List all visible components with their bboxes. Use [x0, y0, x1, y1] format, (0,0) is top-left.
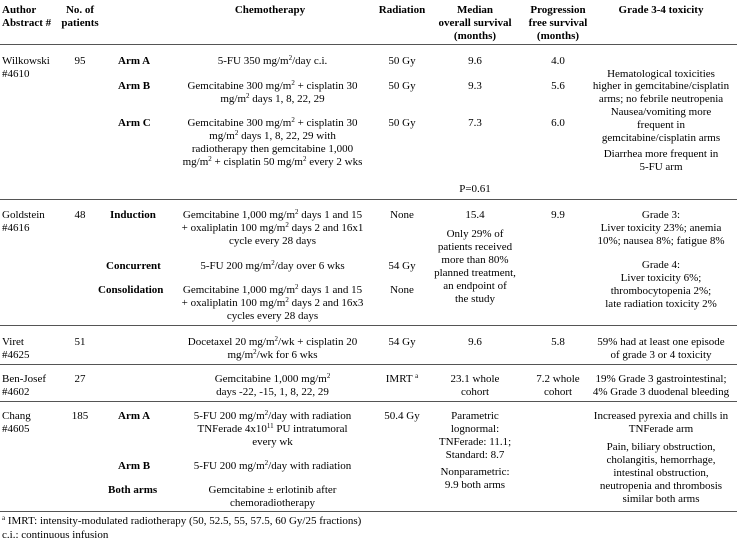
overall-survival: Standard: 8.7	[445, 449, 505, 461]
abstract-number: #4605	[2, 423, 30, 435]
toxicity-text: 5-FU arm	[639, 161, 683, 173]
progression-free-survival: 6.0	[551, 117, 565, 129]
overall-survival: TNFerade: 11.1;	[438, 436, 512, 448]
toxicity-text: Grade 3:	[641, 209, 681, 221]
chemotherapy-text: Docetaxel 20 $mg/m^2/wk$ + cisplatin 20	[187, 335, 358, 348]
toxicity-text: intestinal obstruction,	[613, 467, 709, 479]
toxicity-text: Pain, biliary obstruction,	[606, 441, 716, 453]
chemotherapy-text: 5-FU 200 $mg/m^2$/day with radiation	[193, 409, 352, 422]
header-chemotherapy: Chemotherapy	[234, 4, 306, 16]
header-free-survival: free survival	[528, 17, 588, 29]
table-bottom-rule	[0, 511, 737, 512]
chemotherapy-text: every wk	[252, 436, 293, 448]
header-toxicity: Grade 3-4 toxicity	[618, 4, 704, 16]
radiation-dose: None	[390, 209, 414, 221]
author-name: Wilkowski	[2, 55, 50, 67]
overall-survival: cohort	[460, 386, 490, 398]
radiation-dose: 50 Gy	[388, 55, 416, 67]
arm-label: Arm B	[118, 460, 151, 472]
radiation-dose: 50.4 Gy	[384, 410, 420, 422]
chemotherapy-text: Gemcitabine 1,000 $mg/m^2$	[214, 372, 331, 385]
patient-count: 51	[74, 336, 86, 348]
progression-free-survival: cohort	[543, 386, 573, 398]
chemotherapy-text: 5-FU 200 $mg/m^2$/day with radiation	[193, 459, 352, 472]
arm-label: Arm B	[118, 80, 151, 92]
chemotherapy-text: Gemcitabine 300 $mg/m^2$ + cisplatin 30	[187, 79, 358, 92]
radiation-dose: 50 Gy	[388, 117, 416, 129]
chemotherapy-text: 5-FU 350 $mg/m^2$/day c.i.	[217, 54, 328, 67]
arm-label: Concurrent	[106, 260, 161, 272]
abstract-number: #4616	[2, 222, 30, 234]
progression-free-survival: 7.2 whole	[536, 373, 580, 385]
footnote-imrt: $^a$ IMRT: intensity-modulated radiotherapy (50, 52.5, 55, 57.5, 60 Gy/25 fractions)	[2, 514, 362, 527]
toxicity-text: 59% had at least one episode	[597, 336, 725, 348]
author-name: Chang	[2, 410, 31, 422]
overall-survival: 23.1 whole	[450, 373, 500, 385]
header-author: Author	[2, 4, 37, 16]
overall-survival: 9.6	[468, 55, 482, 67]
progression-free-survival: 5.8	[551, 336, 565, 348]
chemotherapy-text: Gemcitabine ± erlotinib after	[208, 484, 337, 496]
header-overall-survival: overall survival	[438, 17, 512, 29]
overall-survival: 9.3	[468, 80, 482, 92]
header-progression: Progression	[530, 4, 586, 16]
chemotherapy-text: $mg/m^2$ days 1, 8, 22, 29	[220, 92, 325, 105]
chemotherapy-text: $mg/m^2/wk$ for 6 wks	[227, 348, 318, 361]
toxicity-text: Grade 4:	[641, 259, 681, 271]
abstract-number: #4625	[2, 349, 30, 361]
toxicity-text: of grade 3 or 4 toxicity	[610, 349, 712, 361]
arm-label: Arm A	[118, 55, 151, 67]
os-note: Only 29% of	[446, 228, 504, 240]
p-value: P=0.61	[459, 183, 491, 195]
toxicity-text: cholangitis, hemorrhage,	[606, 454, 716, 466]
header-pfs-months: (months)	[536, 30, 580, 42]
header-radiation: Radiation	[378, 4, 426, 16]
radiation-dose: 54 Gy	[388, 336, 416, 348]
toxicity-text: Nausea/vomiting more	[610, 106, 712, 118]
overall-survival: lognormal:	[450, 423, 500, 435]
arm-label: Arm C	[118, 117, 151, 129]
overall-survival: 9.9 both arms	[444, 479, 506, 491]
overall-survival: 15.4	[465, 209, 485, 221]
os-note: the study	[454, 293, 496, 305]
row-divider	[0, 364, 737, 365]
toxicity-text: arms; no febrile neutropenia	[598, 93, 724, 105]
os-note: an endpoint of	[443, 280, 507, 292]
radiation-dose: None	[390, 284, 414, 296]
chemotherapy-text: + oxaliplatin 100 $mg/m^2$ days 2 and 16x1	[181, 221, 364, 234]
toxicity-text: neutropenia and thrombosis	[599, 480, 723, 492]
patient-count: 48	[74, 209, 86, 221]
toxicity-text: 4% Grade 3 duodenal bleeding	[592, 386, 730, 398]
row-divider	[0, 401, 737, 402]
toxicity-text: Liver toxicity 23%; anemia	[600, 222, 722, 234]
arm-label: Consolidation	[98, 284, 164, 296]
chemotherapy-text: + oxaliplatin 100 $mg/m^2$ days 2 and 16x3	[181, 296, 364, 309]
chemotherapy-text: TNFerade $4x10^{11}$ PU intratumoral	[197, 422, 348, 435]
arm-label: Induction	[110, 209, 156, 221]
chemotherapy-text: $mg/m^2$ days 1, 8, 22, 29 with	[209, 129, 336, 142]
author-name: Viret	[2, 336, 24, 348]
patient-count: 27	[74, 373, 86, 385]
chemotherapy-text: 5-FU 200 $mg/m^2$/day over 6 wks	[200, 259, 345, 272]
abstract-number: #4610	[2, 68, 30, 80]
toxicity-text: thrombocytopenia 2%;	[610, 285, 712, 297]
header-patients: patients	[61, 17, 99, 29]
toxicity-text: late radiation toxicity 2%	[605, 298, 717, 310]
header-abstract: Abstract #	[2, 17, 52, 29]
chemotherapy-text: Gemcitabine 1,000 $mg/m^2$ days 1 and 15	[182, 283, 363, 296]
header-divider	[0, 44, 737, 45]
patient-count: 95	[74, 55, 86, 67]
chemotherapy-text: radiotherapy then gemcitabine 1,000	[191, 143, 354, 155]
footnote-ci: c.i.: continuous infusion	[2, 529, 109, 541]
toxicity-text: similar both arms	[622, 493, 700, 505]
toxicity-text: Hematological toxicities	[607, 68, 715, 80]
radiation-dose: 50 Gy	[388, 80, 416, 92]
arm-label: Both arms	[108, 484, 158, 496]
chemotherapy-text: days -22, -15, 1, 8, 22, 29	[216, 386, 329, 398]
os-note: patients received	[437, 241, 513, 253]
toxicity-text: TNFerade arm	[628, 423, 694, 435]
progression-free-survival: 9.9	[551, 209, 565, 221]
toxicity-text: Increased pyrexia and chills in	[593, 410, 729, 422]
overall-survival: 7.3	[468, 117, 482, 129]
toxicity-text: Diarrhea more frequent in	[603, 148, 719, 160]
toxicity-text: 19% Grade 3 gastrointestinal;	[595, 373, 727, 385]
header-no-of: No. of	[65, 4, 95, 16]
progression-free-survival: 5.6	[551, 80, 565, 92]
radiation-dose: IMRT $^a$	[385, 372, 419, 385]
chemotherapy-text: cycles every 28 days	[226, 310, 319, 322]
abstract-number: #4602	[2, 386, 30, 398]
chemotherapy-text: cycle every 28 days	[228, 235, 317, 247]
toxicity-text: gemcitabine/cisplatin arms	[601, 132, 721, 144]
progression-free-survival: 4.0	[551, 55, 565, 67]
author-name: Goldstein	[2, 209, 45, 221]
chemotherapy-text: chemoradiotherapy	[230, 497, 315, 509]
header-median: Median	[456, 4, 494, 16]
toxicity-text: frequent in	[637, 119, 685, 131]
toxicity-text: higher in gemcitabine/cisplatin	[592, 80, 730, 92]
patient-count: 185	[71, 410, 89, 422]
overall-survival: 9.6	[468, 336, 482, 348]
toxicity-text: Liver toxicity 6%;	[620, 272, 702, 284]
row-divider	[0, 199, 737, 200]
header-os-months: (months)	[453, 30, 497, 42]
os-note: more than 80%	[441, 254, 509, 266]
os-note: planned treatment,	[434, 267, 516, 279]
chemotherapy-text: Gemcitabine 1,000 $mg/m^2$ days 1 and 15	[182, 208, 363, 221]
overall-survival: Nonparametric:	[440, 466, 510, 478]
overall-survival: Parametric	[451, 410, 499, 422]
radiation-dose: 54 Gy	[388, 260, 416, 272]
chemotherapy-text: $mg/m^2$ + cisplatin 50 $mg/m^2$ every 2 wks	[182, 155, 363, 168]
row-divider	[0, 325, 737, 326]
author-name: Ben-Josef	[2, 373, 46, 385]
toxicity-text: 10%; nausea 8%; fatigue 8%	[597, 235, 725, 247]
chemotherapy-text: Gemcitabine 300 $mg/m^2$ + cisplatin 30	[187, 116, 358, 129]
arm-label: Arm A	[118, 410, 151, 422]
